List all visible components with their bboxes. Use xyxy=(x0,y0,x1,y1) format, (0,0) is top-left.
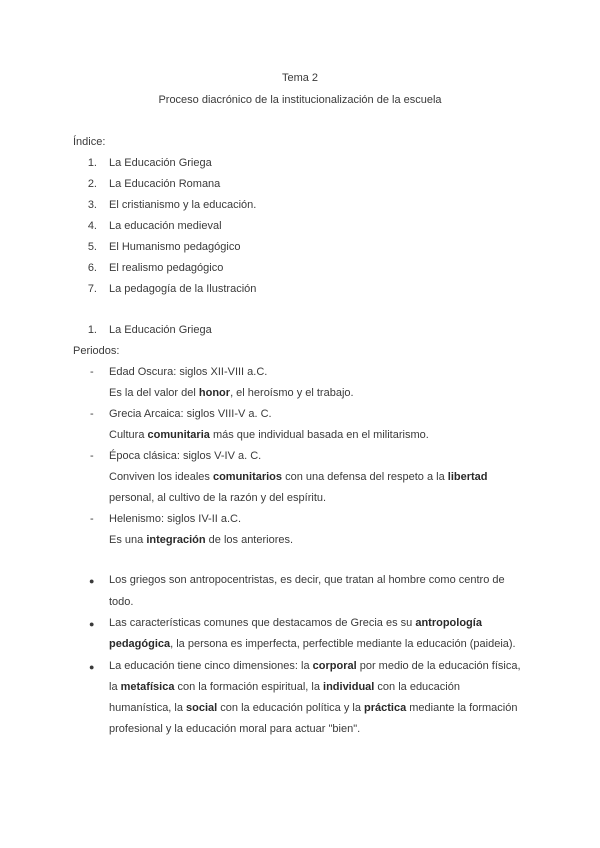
indice-label: Índice: xyxy=(73,136,106,148)
indice-num: 2. xyxy=(87,178,97,190)
bullet-text-cont: todo. xyxy=(109,596,134,608)
period-dash: - xyxy=(90,450,94,462)
bullet-text: Los griegos son antropocentristas, es decir, que tratan al hombre como centro de xyxy=(109,574,505,586)
bullet-dot: ● xyxy=(89,576,95,586)
indice-text: El cristianismo y la educación. xyxy=(109,199,257,211)
indice-num: 3. xyxy=(87,199,97,211)
period-name: Edad Oscura: siglos XII-VIII a.C. xyxy=(109,366,268,378)
period-dash: - xyxy=(90,513,94,525)
indice-text: La Educación Romana xyxy=(109,178,221,190)
bullet-text: La educación tiene cinco dimensiones: la corporal por medio de la educación física, xyxy=(109,660,521,672)
indice-text: La Educación Griega xyxy=(109,157,212,169)
period-description: Es la del valor del honor, el heroísmo y el trabajo. xyxy=(109,387,354,399)
period-dash: - xyxy=(90,408,94,420)
bullet-dot: ● xyxy=(89,619,95,629)
bullet-dot: ● xyxy=(89,662,95,672)
indice-num: 6. xyxy=(87,262,97,274)
indice-text: La educación medieval xyxy=(109,220,222,232)
period-name: Grecia Arcaica: siglos VIII-V a. C. xyxy=(109,408,272,420)
period-name: Época clásica: siglos V-IV a. C. xyxy=(109,450,262,462)
period-description: Es una integración de los anteriores. xyxy=(109,534,294,546)
periodos-label: Periodos: xyxy=(73,345,120,357)
page-subtitle: Proceso diacrónico de la institucionalización de la escuela xyxy=(158,94,442,106)
period-name: Helenismo: siglos IV-II a.C. xyxy=(109,513,242,525)
period-description: Conviven los ideales comunitarios con una defensa del respeto a la libertad xyxy=(109,471,488,483)
indice-text: El realismo pedagógico xyxy=(109,262,224,274)
section-num: 1. xyxy=(87,324,97,336)
bullet-text-cont: humanística, la social con la educación política y la práctica mediante la formación xyxy=(109,702,518,714)
bullet-text: Las características comunes que destacamos de Grecia es su antropología xyxy=(109,617,482,629)
period-description: Cultura comunitaria más que individual basada en el militarismo. xyxy=(109,429,429,441)
indice-num: 1. xyxy=(87,157,97,169)
page-tema: Tema 2 xyxy=(281,72,319,84)
period-description-cont: personal, al cultivo de la razón y del espíritu. xyxy=(109,492,327,504)
indice-text: La pedagogía de la Ilustración xyxy=(109,283,257,295)
bullet-text-cont: la metafísica con la formación espiritual, la individual con la educación xyxy=(109,681,460,693)
section-title: La Educación Griega xyxy=(109,324,212,336)
period-dash: - xyxy=(90,366,94,378)
bullet-text-cont: pedagógica, la persona es imperfecta, perfectible mediante la educación (paideia). xyxy=(109,638,516,650)
indice-text: El Humanismo pedagógico xyxy=(109,241,241,253)
indice-num: 4. xyxy=(87,220,97,232)
indice-num: 7. xyxy=(87,283,97,295)
indice-num: 5. xyxy=(87,241,97,253)
bullet-text-cont: profesional y la educación moral para actuar "bien". xyxy=(109,723,361,735)
